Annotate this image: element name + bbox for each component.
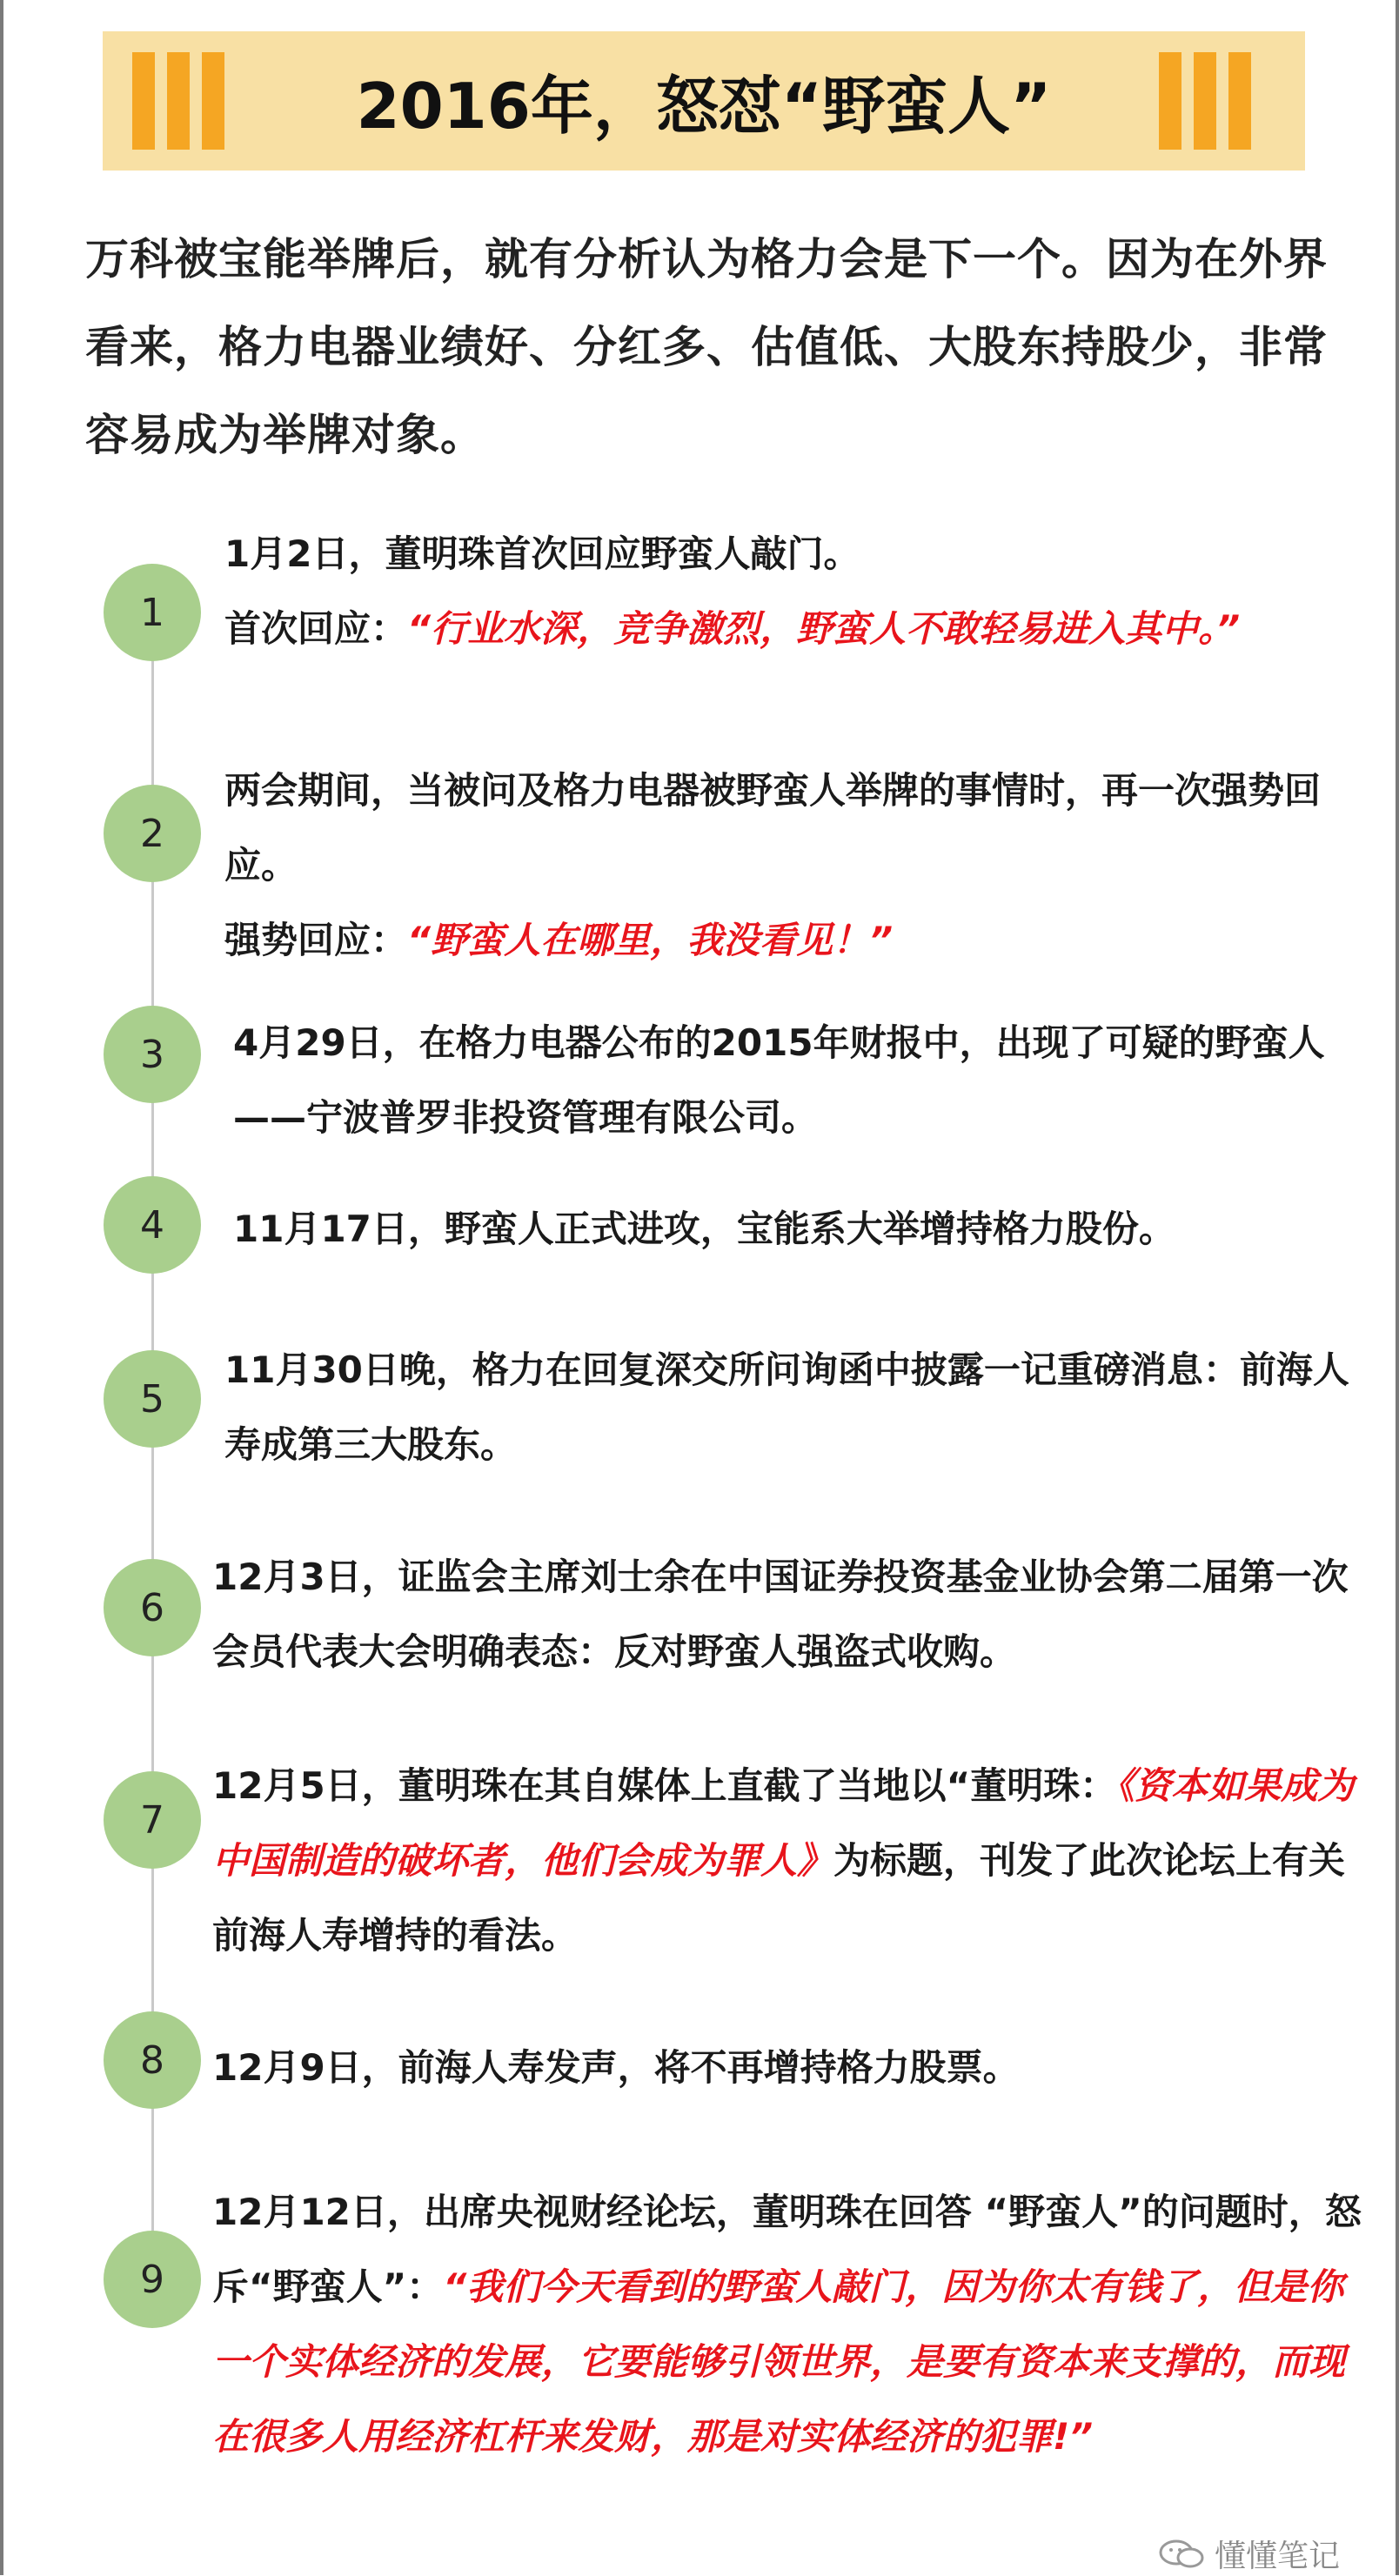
timeline-item-9-pre: 12月12日，出席央视财经论坛，董明珠在回答 “野蛮人”的问题时，怒斥“野蛮人”：: [212, 2191, 1362, 2308]
timeline-marker-5: 5: [104, 1350, 201, 1448]
left-border: [0, 0, 3, 2575]
timeline-item-9-quote: “我们今天看到的野蛮人敲门，因为你太有钱了，但是你一个实体经济的发展，它要能够引领世界，是要有资本来支撑的，而现在很多人用经济杠杆来发财，那是对实体经济的犯罪!”: [212, 2265, 1346, 2458]
timeline-item-1-text: 1月2日，董明珠首次回应野蛮人敲门。: [224, 532, 860, 575]
quote-label: 首次回应：: [224, 607, 408, 650]
timeline-item-4: 11月17日，野蛮人正式进攻，宝能系大举增持格力股份。: [233, 1208, 1175, 1250]
watermark: [1157, 2532, 1340, 2576]
watermark-text: 懂懂笔记: [1215, 2539, 1341, 2574]
timeline-item-6: 12月3日，证监会主席刘士余在中国证券投资基金业协会第二届第一次会员代表大会明确表态：反对野蛮人强盗式收购。: [212, 1556, 1349, 1673]
timeline-marker-1: 1: [104, 564, 201, 661]
timeline-item-1-quote-block: [224, 592, 1373, 666]
quote-text: “行业水深，竞争激烈，野蛮人不敢轻易进入其中。”: [407, 607, 1241, 650]
timeline-item-2-quote-block: [224, 903, 1373, 978]
timeline-item-7-post: 为标题，刊发了此次论坛上有关前海人寿增持的看法。: [212, 1839, 1346, 1957]
quote-label: 强势回应：: [224, 919, 408, 961]
intro-paragraph: 万科被宝能举牌后，就有分析认为格力会是下一个。因为在外界看来，格力电器业绩好、分红多、估值低、大股东持股少，非常容易成为举牌对象。: [85, 234, 1328, 460]
wechat-icon: [1157, 2539, 1206, 2570]
timeline-item-3: 4月29日，在格力电器公布的2015年财报中，出现了可疑的野蛮人——宁波普罗非投资管理有限公司。: [233, 1021, 1325, 1139]
timeline-marker-9: 9: [104, 2231, 201, 2328]
timeline-item-2-text: 两会期间，当被问及格力电器被野蛮人举牌的事情时，再一次强势回应。: [224, 769, 1322, 887]
quote-text: “野蛮人在哪里，我没看见！”: [407, 919, 894, 961]
right-border: [1396, 0, 1399, 2575]
timeline-item-7: [212, 1749, 1373, 1973]
timeline-marker-7: 7: [104, 1771, 201, 1869]
timeline-item-7-quote: 《资本如果成为中国制造的破坏者，他们会成为罪人》: [212, 1764, 1355, 1882]
title-banner: [103, 31, 1305, 171]
timeline-item-2: [224, 753, 1373, 978]
timeline-marker-6: 6: [104, 1559, 201, 1656]
timeline-item-1: [224, 517, 1373, 666]
timeline-item-9: [212, 2175, 1378, 2474]
page-title: 2016年，怒怼“野蛮人”: [356, 70, 1052, 143]
timeline-item-5: 11月30日晚，格力在回复深交所问询函中披露一记重磅消息：前海人寿成第三大股东。: [224, 1348, 1349, 1466]
timeline-marker-3: 3: [104, 1006, 201, 1103]
timeline-item-7-pre: 12月5日，董明珠在其自媒体上直截了当地以“董明珠：: [212, 1764, 1117, 1807]
timeline-marker-2: 2: [104, 785, 201, 882]
timeline-marker-4: 4: [104, 1176, 201, 1274]
timeline-item-8: 12月9日，前海人寿发声，将不再增持格力股票。: [212, 2046, 1020, 2089]
timeline-marker-8: 8: [104, 2011, 201, 2109]
